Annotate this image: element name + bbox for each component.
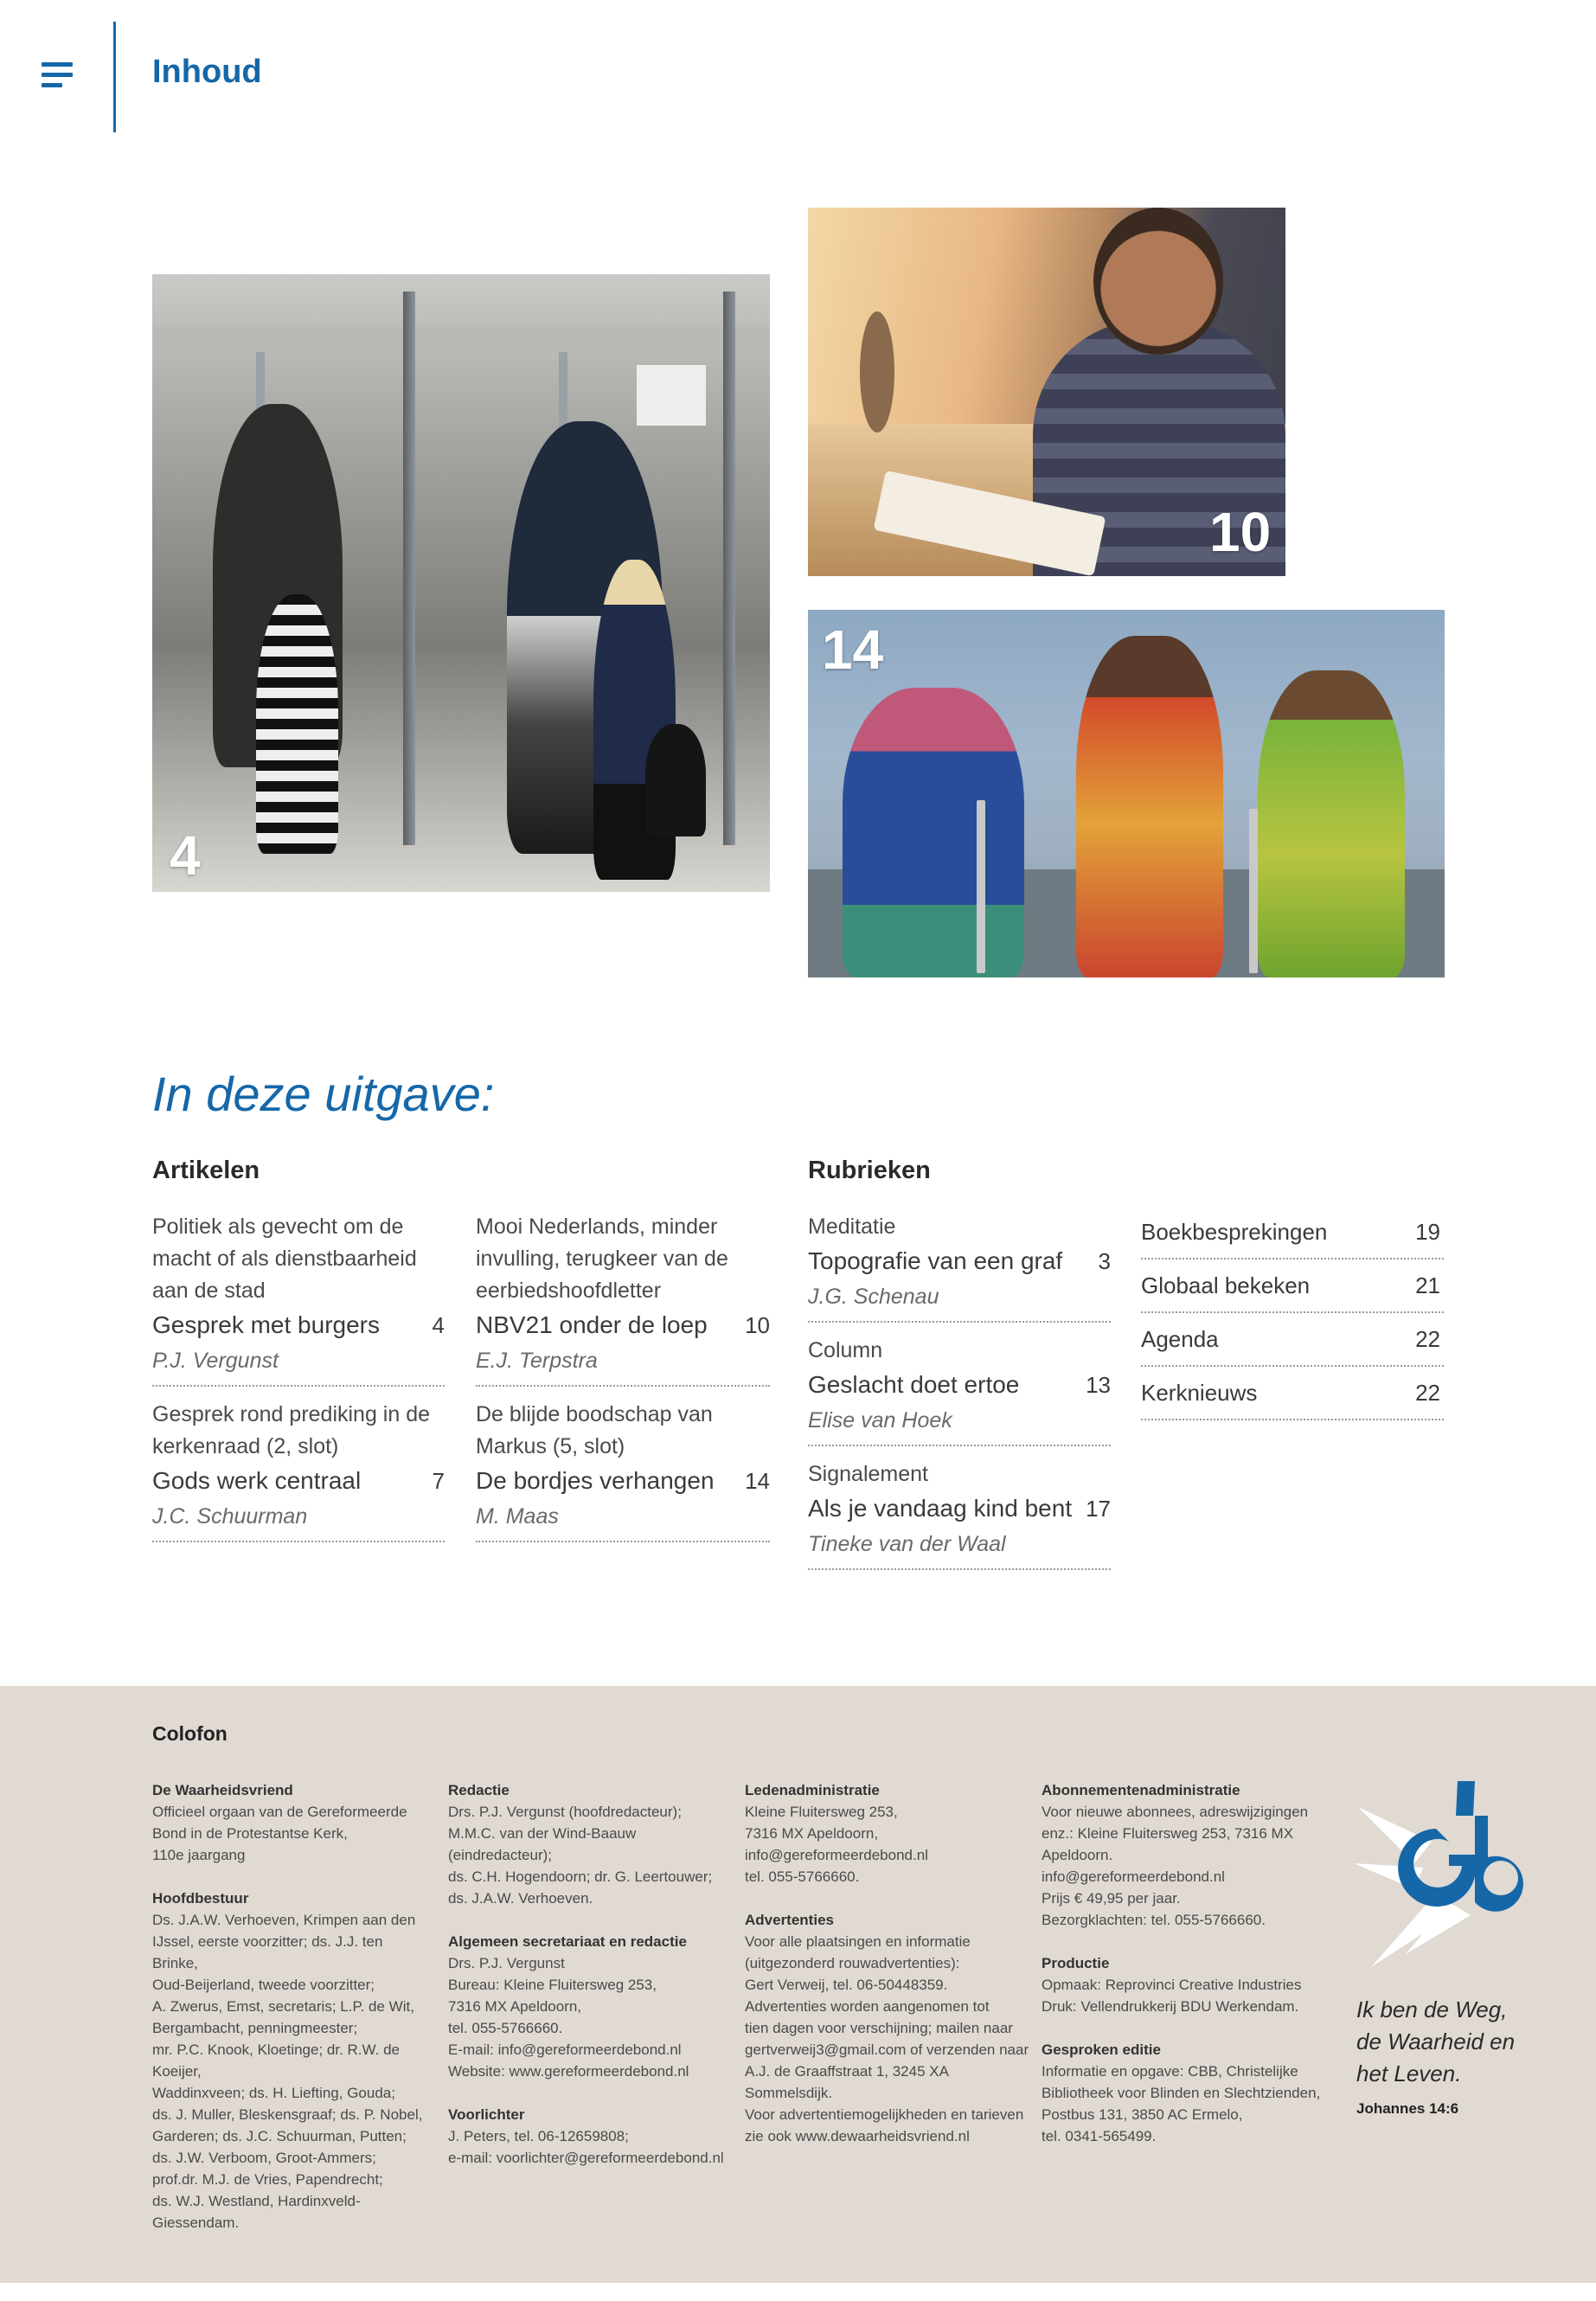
- colofon-line: Bezorgklachten: tel. 055-5766660.: [1042, 1912, 1266, 1928]
- rubriek-author: Tineke van der Waal: [808, 1532, 1006, 1556]
- colofon-line: tel. 0341-565499.: [1042, 2128, 1157, 2144]
- colofon-block-heading: Ledenadministratie: [745, 1782, 880, 1798]
- artikelen-column-1: [152, 1211, 445, 1554]
- rubriek-lead: Column: [808, 1338, 883, 1362]
- colofon-line: Bureau: Kleine Fluitersweg 253,: [448, 1977, 657, 1993]
- colofon-line: Website: www.gereformeerdebond.nl: [448, 2063, 689, 2080]
- article-title: NBV21 onder de loep: [476, 1311, 708, 1338]
- article-lead: Gesprek rond prediking in de kerkenraad (2, slot): [152, 1402, 431, 1458]
- quote-line: het Leven.: [1356, 2061, 1462, 2086]
- rubriek-page: 22: [1415, 1326, 1440, 1352]
- colofon-line: Opmaak: Reprovinci Creative Industries: [1042, 1977, 1302, 1993]
- colofon-column-3: [745, 1779, 1030, 2169]
- quote-text: [1356, 1994, 1515, 2090]
- rubriek-page: 22: [1415, 1380, 1440, 1406]
- colofon-line: Advertenties worden aangenomen tot: [745, 1998, 990, 2015]
- header-divider: [113, 22, 116, 132]
- article-title: Gods werk centraal: [152, 1467, 362, 1494]
- rubriek-entry[interactable]: [1141, 1209, 1444, 1259]
- photo-three-people[interactable]: [808, 610, 1445, 977]
- rubriek-lead: Signalement: [808, 1462, 928, 1486]
- colofon-line: ds. J.A.W. Verhoeven.: [448, 1890, 593, 1907]
- photo-page-number: 10: [1209, 501, 1272, 563]
- colofon-line: Postbus 131, 3850 AC Ermelo,: [1042, 2106, 1243, 2123]
- rubrieken-column-2: [1141, 1209, 1444, 1424]
- colofon-block: [745, 1779, 1030, 1888]
- rubriek-page: 3: [1098, 1248, 1111, 1274]
- colofon-line: E-mail: info@gereformeerdebond.nl: [448, 2041, 682, 2058]
- colofon-line: Voor nieuwe abonnees, adreswijzigingen: [1042, 1804, 1309, 1820]
- rubriek-author: Elise van Hoek: [808, 1408, 952, 1433]
- colofon-line: tel. 055-5766660.: [745, 1868, 860, 1885]
- colofon-column-2: [448, 1779, 734, 2190]
- article-author: M. Maas: [476, 1504, 559, 1529]
- colofon-line: Druk: Vellendrukkerij BDU Werkendam.: [1042, 1998, 1299, 2015]
- article-lead: Mooi Nederlands, minder invulling, terugkeer van de eerbiedshoofdletter: [476, 1215, 728, 1303]
- rubriek-page: 19: [1415, 1219, 1440, 1245]
- colofon-line: info@gereformeerdebond.nl: [1042, 1868, 1225, 1885]
- colofon-line: Ds. J.A.W. Verhoeven, Krimpen aan den: [152, 1912, 416, 1928]
- colofon-block: [1042, 2039, 1327, 2147]
- colofon-line: Kleine Fluitersweg 253,: [745, 1804, 898, 1820]
- colofon-line: 7316 MX Apeldoorn,: [745, 1825, 879, 1842]
- rubriek-entry[interactable]: [808, 1211, 1111, 1323]
- photo-page-number: 4: [170, 824, 201, 887]
- colofon-line: zie ook www.dewaarheidsvriend.nl: [745, 2128, 970, 2144]
- article-entry[interactable]: [152, 1399, 445, 1542]
- rubriek-page: 17: [1086, 1496, 1111, 1522]
- colofon-line: A. Zwerus, Emst, secretaris; L.P. de Wit,: [152, 1998, 414, 2015]
- gereformeerde-bond-logo: [1354, 1781, 1527, 1967]
- article-lead: Politiek als gevecht om de macht of als dienstbaarheid aan de stad: [152, 1215, 417, 1303]
- colofon-line: Voor alle plaatsingen en informatie: [745, 1933, 971, 1950]
- rubriek-entry[interactable]: [808, 1335, 1111, 1446]
- colofon-block-heading: Productie: [1042, 1955, 1110, 1971]
- colofon-column-1: [152, 1779, 429, 2255]
- colofon-line: tien dagen voor verschijning; mailen naar: [745, 2020, 1013, 2036]
- article-author: E.J. Terpstra: [476, 1349, 598, 1373]
- colofon-line: prof.dr. M.J. de Vries, Papendrecht;: [152, 2171, 383, 2188]
- rubriek-entry[interactable]: [1141, 1317, 1444, 1367]
- colofon-line: Gert Verweij, tel. 06-50448359.: [745, 1977, 948, 1993]
- rubriek-page: 13: [1086, 1372, 1111, 1398]
- colofon-line: 110e jaargang: [152, 1847, 246, 1863]
- colofon-line: ds. C.H. Hogendoorn; dr. G. Leertouwer;: [448, 1868, 713, 1885]
- colofon-column-4: [1042, 1779, 1327, 2169]
- colofon-line: e-mail: voorlichter@gereformeerdebond.nl: [448, 2150, 724, 2166]
- colofon-line: Garderen; ds. J.C. Schuurman, Putten;: [152, 2128, 407, 2144]
- colofon-line: ds. J.W. Verboom, Groot-Ammers;: [152, 2150, 376, 2166]
- colofon-line: (uitgezonderd rouwadvertenties):: [745, 1955, 960, 1971]
- article-lead: De blijde boodschap van Markus (5, slot): [476, 1402, 713, 1458]
- colofon-line: Bond in de Protestantse Kerk,: [152, 1825, 348, 1842]
- rubriek-title: Geslacht doet ertoe: [808, 1371, 1020, 1398]
- hamburger-menu-icon[interactable]: [42, 62, 73, 88]
- colofon-block-heading: Algemeen secretariaat en redactie: [448, 1933, 687, 1950]
- colofon-block: [152, 1888, 429, 2234]
- rubriek-title: Globaal bekeken: [1141, 1272, 1311, 1298]
- colofon-line: Prijs € 49,95 per jaar.: [1042, 1890, 1181, 1907]
- article-page: 14: [745, 1468, 770, 1494]
- quote-reference: Johannes 14:6: [1356, 2100, 1459, 2117]
- colofon-line: J. Peters, tel. 06-12659808;: [448, 2128, 629, 2144]
- colofon-line: Drs. P.J. Vergunst (hoofdredacteur);: [448, 1804, 682, 1820]
- colofon-line: info@gereformeerdebond.nl: [745, 1847, 928, 1863]
- colofon-block-heading: Gesproken editie: [1042, 2041, 1161, 2058]
- rubriek-title: Kerknieuws: [1141, 1380, 1258, 1406]
- article-title: Gesprek met burgers: [152, 1311, 380, 1338]
- colofon-line: Bergambacht, penningmeester;: [152, 2020, 358, 2036]
- rubriek-title: Als je vandaag kind bent: [808, 1495, 1073, 1522]
- colofon-section: [0, 1686, 1596, 2283]
- colofon-title: Colofon: [152, 1722, 228, 1745]
- rubriek-entry[interactable]: [808, 1458, 1111, 1570]
- colofon-line: gertverweij3@gmail.com of verzenden naar: [745, 2041, 1029, 2058]
- artikelen-column-2: [476, 1211, 770, 1554]
- article-author: P.J. Vergunst: [152, 1349, 279, 1373]
- colofon-line: ds. W.J. Westland, Hardinxveld-Giessendam.: [152, 2193, 361, 2231]
- rubriek-entry[interactable]: [1141, 1370, 1444, 1420]
- artikelen-heading: Artikelen: [152, 1157, 260, 1184]
- colofon-block-heading: Redactie: [448, 1782, 510, 1798]
- colofon-line: M.M.C. van der Wind-Baauw (eindredacteur);: [448, 1825, 637, 1863]
- colofon-block-heading: Advertenties: [745, 1912, 834, 1928]
- page-title: Inhoud: [152, 54, 262, 90]
- colofon-block-heading: De Waarheidsvriend: [152, 1782, 293, 1798]
- article-page: 7: [432, 1468, 445, 1494]
- colofon-block: [1042, 1952, 1327, 2017]
- photo-voting-booths[interactable]: [152, 274, 770, 892]
- colofon-line: ds. J. Muller, Bleskensgraaf; ds. P. Nobel,: [152, 2106, 423, 2123]
- rubrieken-heading: Rubrieken: [808, 1157, 931, 1184]
- rubriek-title: Boekbesprekingen: [1141, 1219, 1328, 1245]
- colofon-line: tel. 055-5766660.: [448, 2020, 563, 2036]
- article-page: 10: [745, 1312, 770, 1338]
- photo-page-number: 14: [822, 619, 884, 681]
- colofon-line: Bibliotheek voor Blinden en Slechtzienden,: [1042, 2085, 1321, 2101]
- article-entry[interactable]: [476, 1399, 770, 1542]
- article-entry[interactable]: [152, 1211, 445, 1387]
- article-page: 4: [432, 1312, 445, 1338]
- colofon-block-heading: Hoofdbestuur: [152, 1890, 249, 1907]
- colofon-block: [448, 1931, 734, 2082]
- colofon-line: Apeldoorn.: [1042, 1847, 1113, 1863]
- colofon-line: 7316 MX Apeldoorn,: [448, 1998, 582, 2015]
- colofon-line: Voor advertentiemogelijkheden en tarieven: [745, 2106, 1024, 2123]
- article-author: J.C. Schuurman: [152, 1504, 308, 1529]
- colofon-block-heading: Voorlichter: [448, 2106, 525, 2123]
- colofon-line: mr. P.C. Knook, Kloetinge; dr. R.W. de Koeijer,: [152, 2041, 400, 2080]
- rubriek-title: Agenda: [1141, 1326, 1219, 1352]
- colofon-line: Informatie en opgave: CBB, Christelijke: [1042, 2063, 1298, 2080]
- quote-line: de Waarheid en: [1356, 2029, 1516, 2054]
- colofon-line: enz.: Kleine Fluitersweg 253, 7316 MX: [1042, 1825, 1294, 1842]
- rubriek-page: 21: [1415, 1272, 1440, 1298]
- article-title: De bordjes verhangen: [476, 1467, 715, 1494]
- colofon-line: IJssel, eerste voorzitter; ds. J.J. ten Brinke,: [152, 1933, 383, 1971]
- colofon-block: [152, 1779, 429, 1866]
- rubriek-entry[interactable]: [1141, 1263, 1444, 1313]
- colofon-block: [448, 1779, 734, 1909]
- colofon-block-heading: Abonnementenadministratie: [1042, 1782, 1240, 1798]
- rubriek-lead: Meditatie: [808, 1215, 896, 1239]
- colofon-line: Oud-Beijerland, tweede voorzitter;: [152, 1977, 375, 1993]
- article-entry[interactable]: [476, 1211, 770, 1387]
- rubriek-title: Topografie van een graf: [808, 1247, 1063, 1274]
- colofon-line: A.J. de Graaffstraat 1, 3245 XA Sommelsdijk.: [745, 2063, 948, 2101]
- colofon-line: Drs. P.J. Vergunst: [448, 1955, 565, 1971]
- colofon-block: [1042, 1779, 1327, 1931]
- contents-heading: In deze uitgave:: [152, 1067, 495, 1121]
- colofon-block: [448, 2104, 734, 2169]
- rubrieken-column-1: [808, 1211, 1111, 1582]
- colofon-block: [745, 1909, 1030, 2147]
- photo-boy-reading[interactable]: [808, 208, 1285, 576]
- quote-line: Ik ben de Weg,: [1356, 1997, 1508, 2022]
- rubriek-author: J.G. Schenau: [808, 1285, 939, 1309]
- colofon-line: Officieel orgaan van de Gereformeerde: [152, 1804, 407, 1820]
- colofon-line: Waddinxveen; ds. H. Liefting, Gouda;: [152, 2085, 395, 2101]
